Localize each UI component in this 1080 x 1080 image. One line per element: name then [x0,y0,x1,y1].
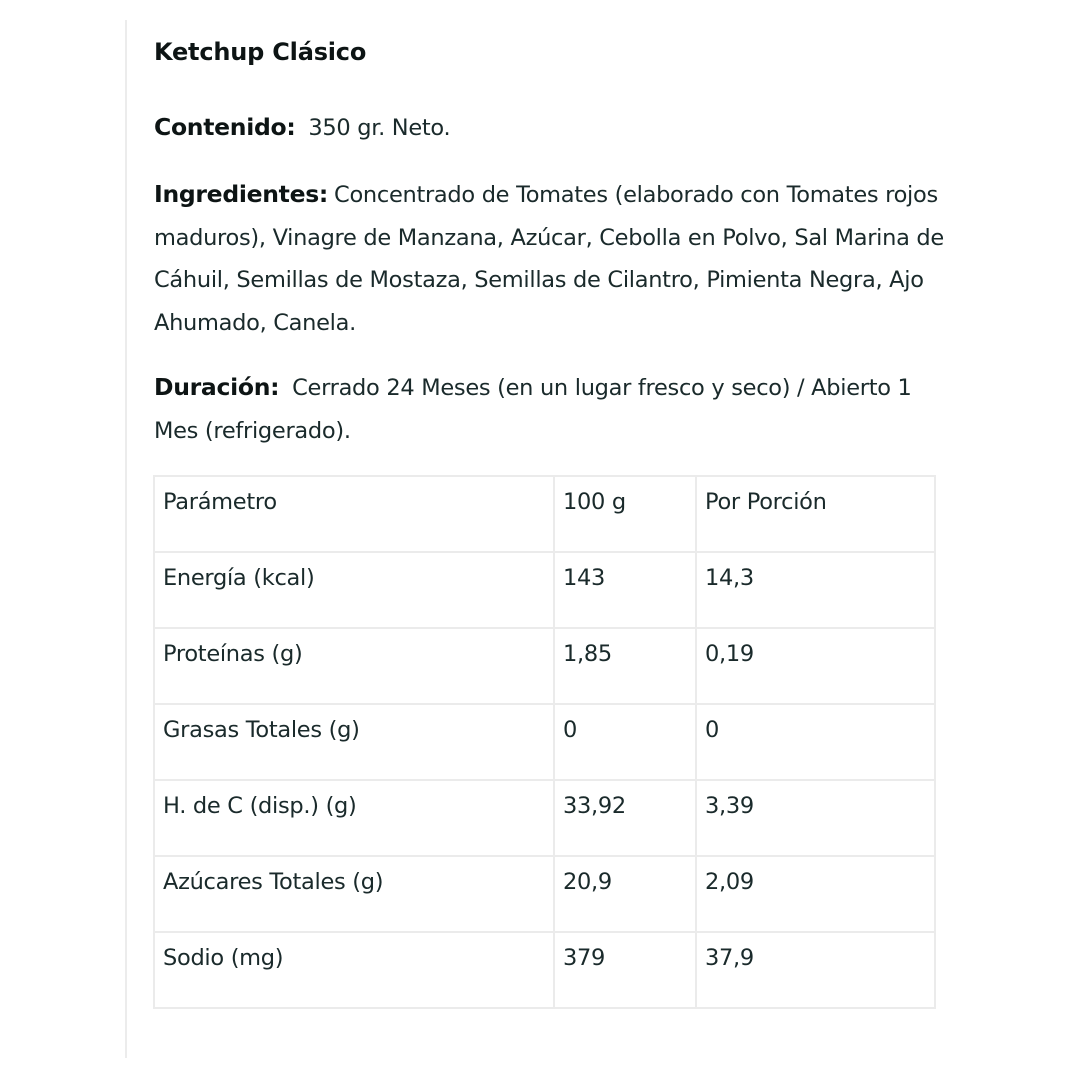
table-row [154,932,935,1008]
table-cell-parameter: Energía (kcal) [154,552,554,628]
table-cell-100g: 20,9 [554,856,696,932]
table-header-row [154,476,935,552]
duracion-paragraph [154,366,944,452]
table-cell-parameter: H. de C (disp.) (g) [154,780,554,856]
duracion-label: Duración: [154,373,280,401]
table-row [154,628,935,704]
contenido-label: Contenido: [154,113,296,141]
header-cell-100g: 100 g [554,476,696,552]
table-cell-portion: 0 [696,704,935,780]
table-cell-100g: 1,85 [554,628,696,704]
ingredientes-label: Ingredientes: [154,180,329,208]
table-cell-100g: 0 [554,704,696,780]
nutrition-table [153,475,936,1009]
table-cell-portion: 0,19 [696,628,935,704]
table-row [154,552,935,628]
product-title: Ketchup Clásico [154,38,367,66]
table-cell-portion: 3,39 [696,780,935,856]
contenido-paragraph [154,106,944,150]
header-cell-por-porcion: Por Porción [696,476,935,552]
contenido-value: 350 gr. Neto. [308,115,451,141]
ingredientes-value: Concentrado de Tomates (elaborado con Tomates rojos maduros), Vinagre de Manzana, Azúcar, Cebolla en Polvo, Sal Marina de Cáhuil, Semillas de Mostaza, Semillas de Cilantro, Pimienta Negra, Ajo Ahumado, Canela. [154,182,944,336]
table-cell-parameter: Azúcares Totales (g) [154,856,554,932]
table-cell-portion: 37,9 [696,932,935,1008]
table-row [154,704,935,780]
duracion-value: Cerrado 24 Meses (en un lugar fresco y seco) / Abierto 1 Mes (refrigerado). [154,375,912,444]
ingredientes-paragraph [154,173,944,344]
table-cell-100g: 143 [554,552,696,628]
table-cell-100g: 33,92 [554,780,696,856]
table-cell-portion: 14,3 [696,552,935,628]
left-divider-rule [125,20,127,1058]
header-cell-parametro: Parámetro [154,476,554,552]
table-cell-parameter: Proteínas (g) [154,628,554,704]
table-row [154,856,935,932]
table-cell-parameter: Grasas Totales (g) [154,704,554,780]
table-cell-parameter: Sodio (mg) [154,932,554,1008]
table-cell-100g: 379 [554,932,696,1008]
table-cell-portion: 2,09 [696,856,935,932]
table-row [154,780,935,856]
